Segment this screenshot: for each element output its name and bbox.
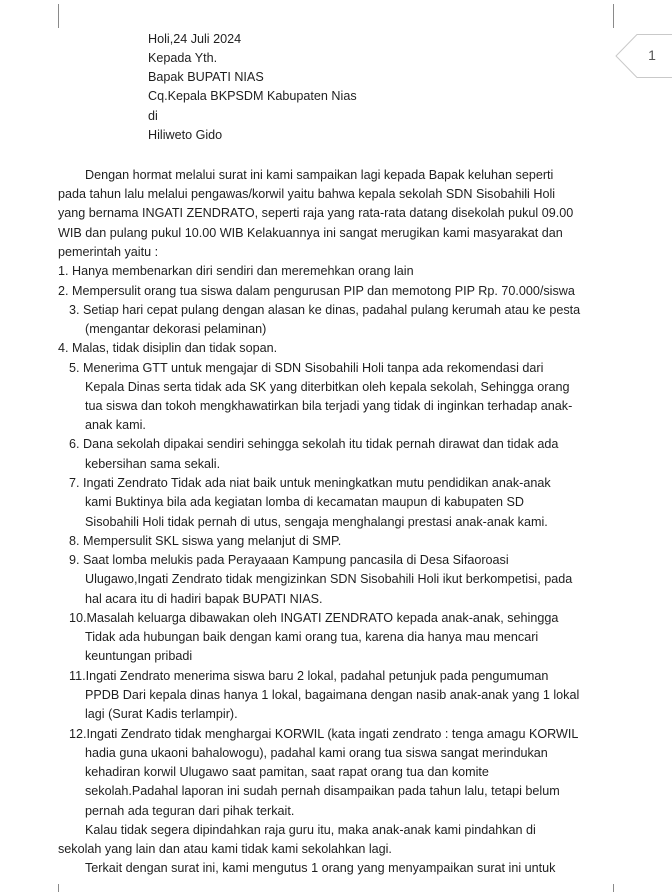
list-item-cont: hadia guna ukaoni bahalowogu), padahal kami orang tua siswa sangat merindukan xyxy=(85,746,548,760)
body-line: pemerintah yaitu : xyxy=(58,245,159,259)
list-item-cont: Tidak ada hubungan baik dengan kami orang tua, karena dia hanya mau mencari xyxy=(85,630,539,644)
list-item-cont: kami Buktinya bila ada kegiatan lomba di kecamatan maupun di kabupaten SD xyxy=(85,495,524,509)
list-item: 3. Setiap hari cepat pulang dengan alasan ke dinas, padahal pulang kerumah atau ke pesta xyxy=(69,303,581,317)
list-item: 9. Saat lomba melukis pada Perayaaan Kampung pancasila di Desa Sifaoroasi xyxy=(69,553,509,567)
list-item-cont: lagi (Surat Kadis terlampir). xyxy=(85,707,238,721)
list-item-cont: Ulugawo,Ingati Zendrato tidak mengizinkan SDN Sisobahili Holi ikut berkompetisi, pada xyxy=(85,572,573,586)
body-line: Dengan hormat melalui surat ini kami sampaikan lagi kepada Bapak keluhan seperti xyxy=(85,168,554,182)
list-item-cont: Sisobahili Holi tidak pernah di utus, sengaja menghalangi prestasi anak-anak kami. xyxy=(85,515,548,529)
list-item: 6. Dana sekolah dipakai sendiri sehingga sekolah itu tidak pernah dirawat dan tidak ada xyxy=(69,437,559,451)
list-item: 5. Menerima GTT untuk mengajar di SDN Sisobahili Holi tanpa ada rekomendasi dari xyxy=(69,361,544,375)
page-number: 1 xyxy=(648,47,656,63)
body-line: pada tahun lalu melalui pengawas/korwil yaitu bahwa kepala sekolah SDN Sisobahili Holi xyxy=(58,187,556,201)
margin-mark-bottom-right xyxy=(613,884,614,892)
body-line: sekolah yang lain dan atau kami tidak kami sekolahkan lagi. xyxy=(58,842,392,856)
list-item-cont: keuntungan pribadi xyxy=(85,649,193,663)
margin-mark-top-left xyxy=(58,4,59,28)
list-item-cont: PPDB Dari kepala dinas hanya 1 lokal, bagaimana dengan nasib anak-anak yang 1 lokal xyxy=(85,688,580,702)
margin-mark-top-right xyxy=(613,4,614,28)
list-item: 2. Mempersulit orang tua siswa dalam pengurusan PIP dan memotong PIP Rp. 70.000/siswa xyxy=(58,284,575,298)
page-number-tab[interactable] xyxy=(615,34,672,78)
list-item-cont: anak kami. xyxy=(85,418,146,432)
letter-to: Kepada Yth. xyxy=(148,51,218,65)
list-item: 4. Malas, tidak disiplin dan tidak sopan. xyxy=(58,341,278,355)
list-item-cont: kehadiran korwil Ulugawo saat pamitan, saat rapat orang tua dan komite xyxy=(85,765,489,779)
letter-cc: Cq.Kepala BKPSDM Kabupaten Nias xyxy=(148,89,357,103)
list-item: 11.Ingati Zendrato menerima siswa baru 2 lokal, padahal petunjuk pada pengumuman xyxy=(69,669,549,683)
list-item: 8. Mempersulit SKL siswa yang melanjut di SMP. xyxy=(69,534,342,548)
letter-at: di xyxy=(148,109,158,123)
list-item-cont: tua siswa dan tokoh mengkhawatirkan bila terjadi yang tidak di inginkan terhadap anak- xyxy=(85,399,573,413)
list-item: 10.Masalah keluarga dibawakan oleh INGATI ZENDRATO kepada anak-anak, sehingga xyxy=(69,611,559,625)
letter-date: Holi,24 Juli 2024 xyxy=(148,32,242,46)
list-item-cont: pernah ada teguran dari pihak terkait. xyxy=(85,804,295,818)
margin-mark-bottom-left xyxy=(58,884,59,892)
list-item: 1. Hanya membenarkan diri sendiri dan meremehkan orang lain xyxy=(58,264,414,278)
list-item: 7. Ingati Zendrato Tidak ada niat baik untuk meningkatkan mutu pendidikan anak-anak xyxy=(69,476,551,490)
list-item-cont: kebersihan sama sekali. xyxy=(85,457,221,471)
list-item-cont: Kepala Dinas serta tidak ada SK yang diterbitkan oleh kepala sekolah, Sehingga orang xyxy=(85,380,570,394)
letter-recipient: Bapak BUPATI NIAS xyxy=(148,70,264,84)
letter-location: Hiliweto Gido xyxy=(148,128,223,142)
list-item-cont: sekolah.Padahal laporan ini sudah pernah disampaikan pada tahun lalu, tetapi belum xyxy=(85,784,560,798)
body-line: yang bernama INGATI ZENDRATO, seperti raja yang rata-rata datang disekolah pukul 09.00 xyxy=(58,206,574,220)
list-item-cont: hal acara itu di hadiri bapak BUPATI NIAS. xyxy=(85,592,323,606)
body-line: WIB dan pulang pukul 10.00 WIB Kelakuannya ini sangat merugikan kami masyarakat dan xyxy=(58,226,563,240)
body-line: Kalau tidak segera dipindahkan raja guru itu, maka anak-anak kami pindahkan di xyxy=(85,823,536,837)
list-item: 12.Ingati Zendrato tidak menghargai KORWIL (kata ingati zendrato : tenga amagu KORWIL xyxy=(69,727,579,741)
list-item-cont: (mengantar dekorasi pelaminan) xyxy=(85,322,267,336)
body-line: Terkait dengan surat ini, kami mengutus 1 orang yang menyampaikan surat ini untuk xyxy=(85,861,556,875)
